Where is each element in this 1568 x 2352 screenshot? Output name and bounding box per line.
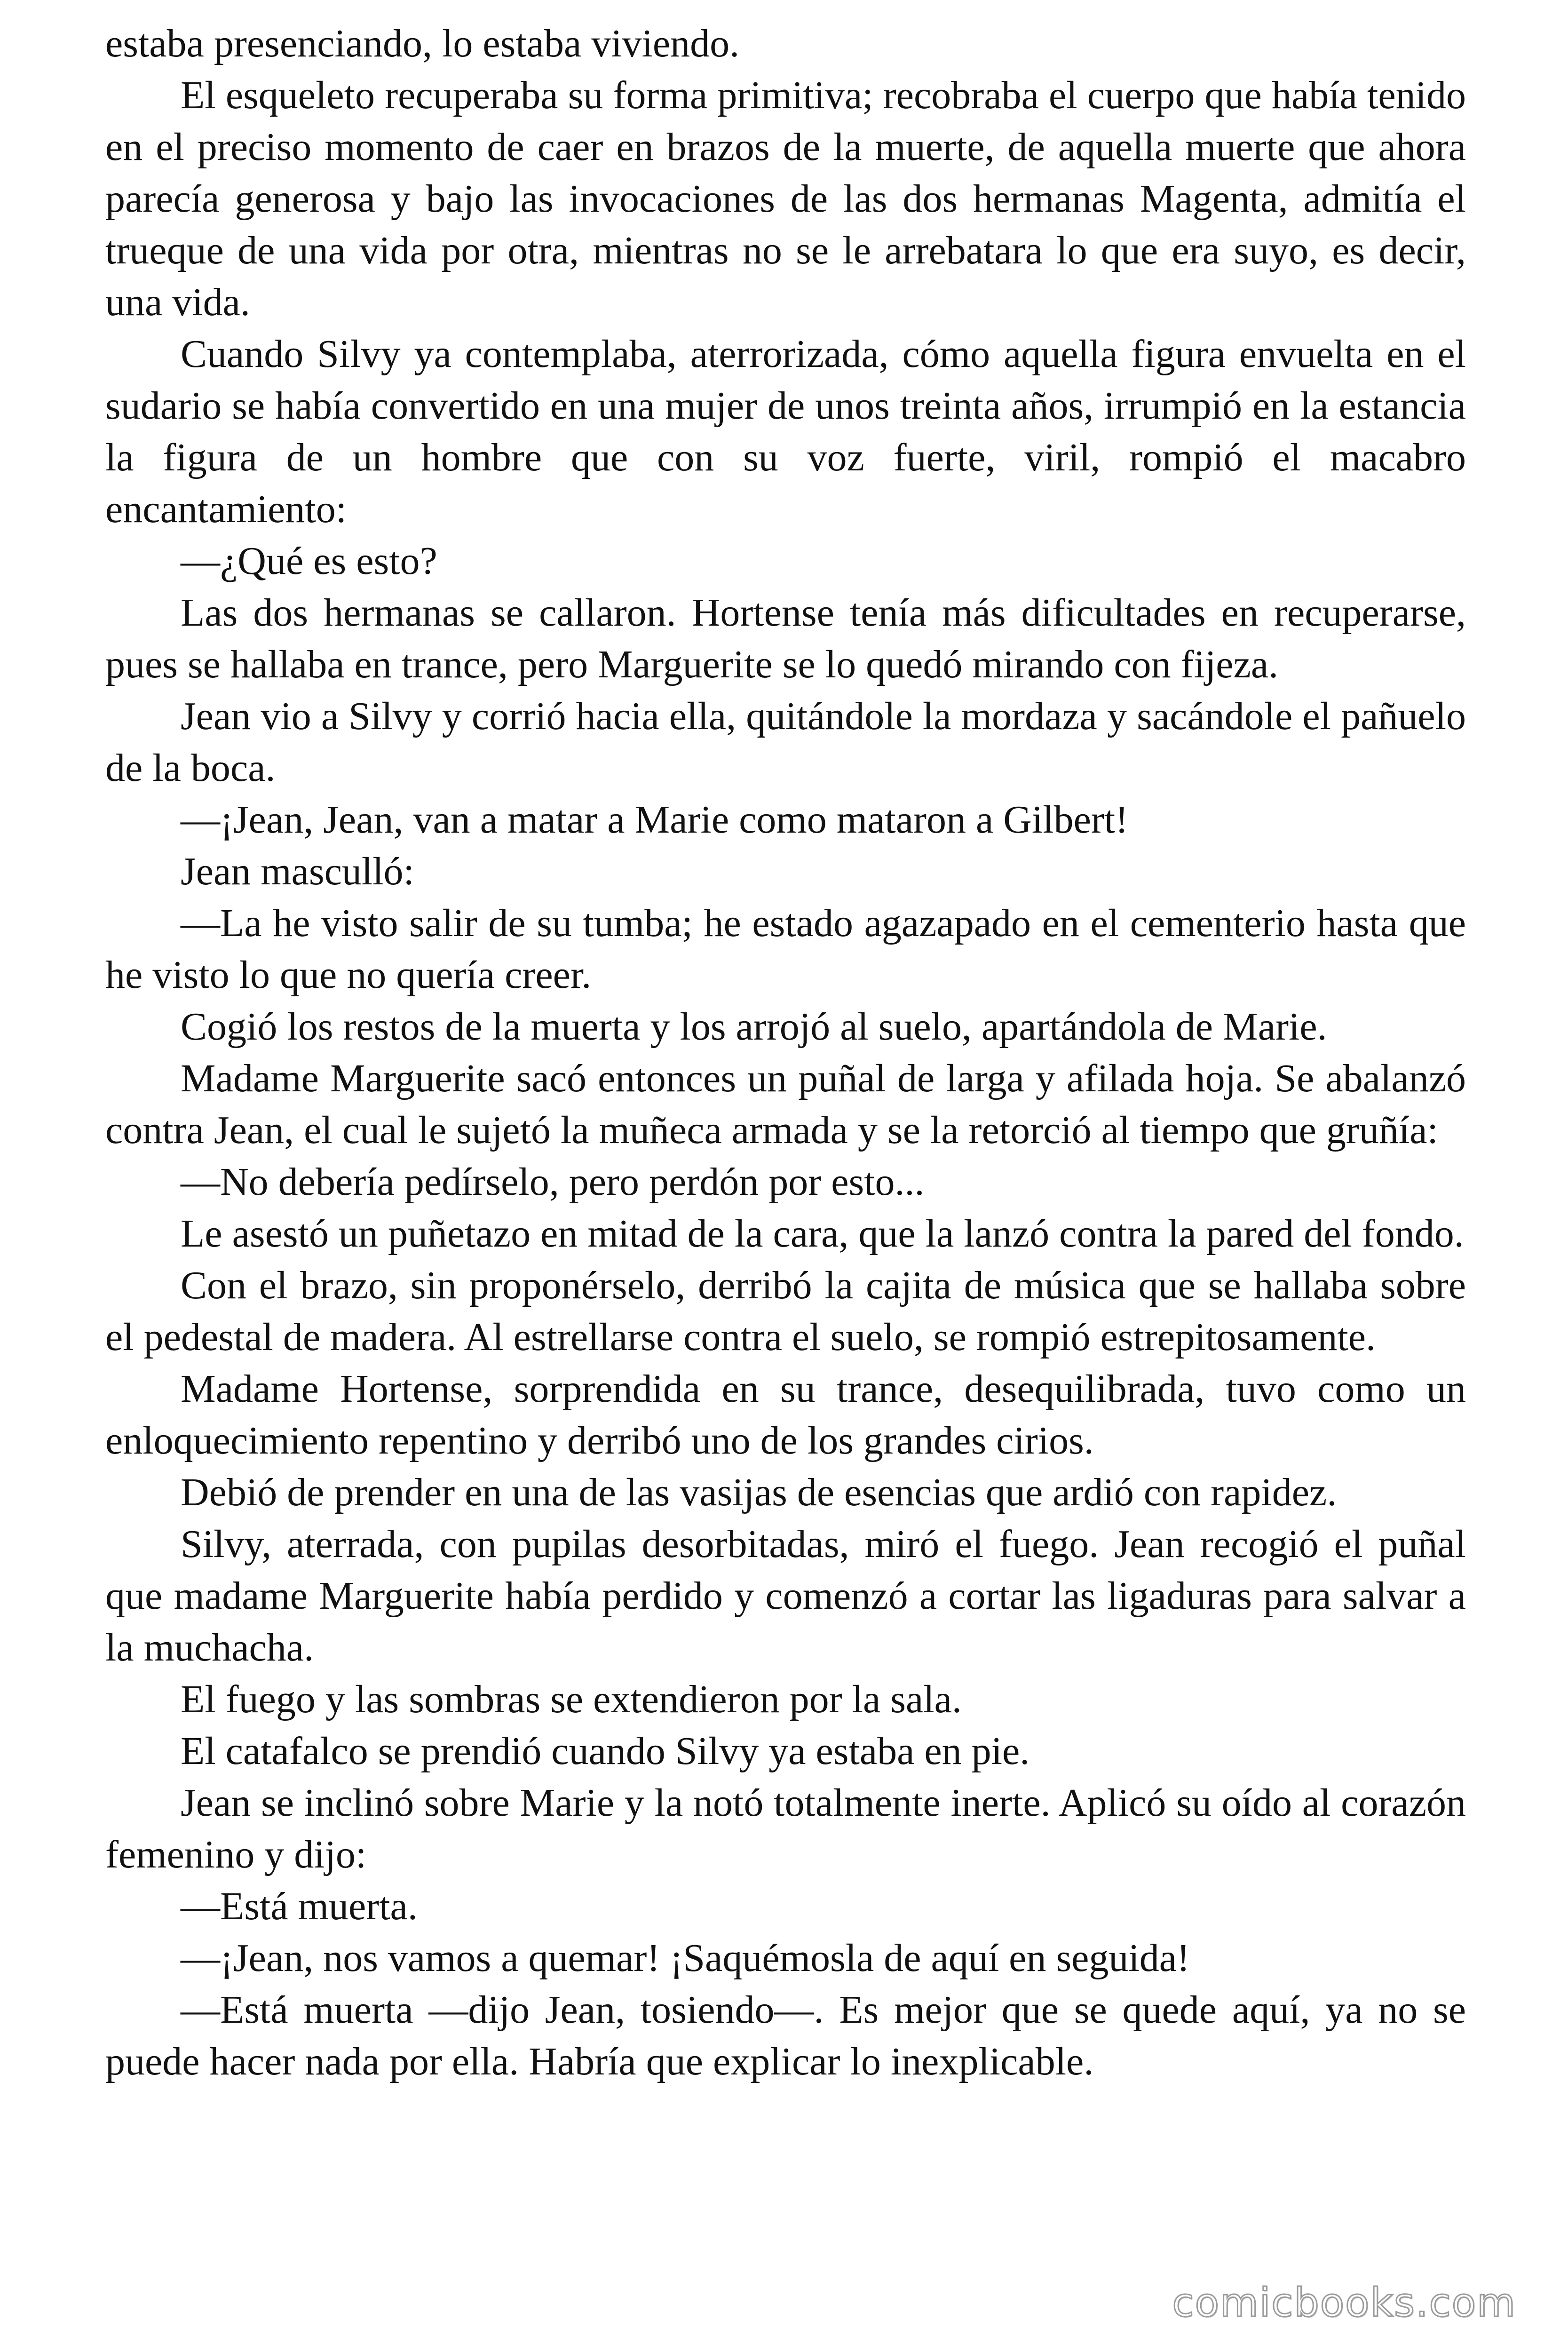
watermark: comicbooks.com [1172,2280,1516,2326]
paragraph-1: estaba presenciando, lo estaba viviendo. [105,22,740,65]
paragraph-23: —Está muerta —dijo Jean, tosiendo—. Es mejor que se quede aquí, ya no se puede hacer nada por ella. Habría que explicar lo inexplicable. [105,1988,1466,2083]
paragraph-16: Debió de prender en una de las vasijas de esencias que ardió con rapidez. [181,1470,1337,1514]
paragraph-7: —¡Jean, Jean, van a matar a Marie como mataron a Gilbert! [181,798,1129,842]
paragraph-4: —¿Qué es esto? [181,539,437,583]
paragraph-8: Jean masculló: [181,850,414,893]
paragraph-9: —La he visto salir de su tumba; he estado agazapado en el cementerio hasta que he visto lo que no quería creer. [105,901,1466,997]
paragraph-17: Silvy, aterrada, con pupilas desorbitadas, miró el fuego. Jean recogió el puñal que madame Marguerite había perdido y comenzó a cortar las ligaduras para salvar a la muchacha. [105,1522,1466,1669]
paragraph-13: Le asestó un puñetazo en mitad de la cara, que la lanzó contra la pared del fondo. [181,1212,1464,1255]
paragraph-22: —¡Jean, nos vamos a quemar! ¡Saquémosla de aquí en seguida! [181,1936,1190,1980]
paragraph-6: Jean vio a Silvy y corrió hacia ella, quitándole la mordaza y sacándole el pañuelo de la boca. [105,694,1466,790]
paragraph-21: —Está muerta. [181,1884,418,1928]
paragraph-18: El fuego y las sombras se extendieron por la sala. [181,1677,962,1721]
paragraph-19: El catafalco se prendió cuando Silvy ya estaba en pie. [181,1729,1030,1773]
paragraph-15: Madame Hortense, sorprendida en su trance, desequilibrada, tuvo como un enloquecimiento repentino y derribó uno de los grandes cirios. [105,1367,1466,1462]
paragraph-3: Cuando Silvy ya contemplaba, aterrorizada, cómo aquella figura envuelta en el sudario se había convertido en una mujer de unos treinta años, irrumpió en la estancia la figura de un hombre que con su voz fuerte, viril, rompió el macabro encantamiento: [105,332,1466,531]
book-page-text [105,18,1466,2088]
paragraph-2: El esqueleto recuperaba su forma primitiva; recobraba el cuerpo que había tenido en el preciso momento de caer en brazos de la muerte, de aquella muerte que ahora parecía generosa y bajo las invocaciones de las dos hermanas Magenta, admitía el trueque de una vida por otra, mientras no se le arrebatara lo que era suyo, es decir, una vida. [105,73,1466,324]
paragraph-14: Con el brazo, sin proponérselo, derribó la cajita de música que se hallaba sobre el pedestal de madera. Al estrellarse contra el suelo, se rompió estrepitosamente. [105,1263,1466,1359]
paragraph-12: —No debería pedírselo, pero perdón por esto... [181,1160,925,1204]
paragraph-10: Cogió los restos de la muerta y los arrojó al suelo, apartándola de Marie. [181,1005,1327,1049]
paragraph-5: Las dos hermanas se callaron. Hortense tenía más dificultades en recuperarse, pues se hallaba en trance, pero Marguerite se lo quedó mirando con fijeza. [105,591,1466,686]
paragraph-11: Madame Marguerite sacó entonces un puñal de larga y afilada hoja. Se abalanzó contra Jean, el cual le sujetó la muñeca armada y se la retorció al tiempo que gruñía: [105,1057,1466,1152]
paragraph-20: Jean se inclinó sobre Marie y la notó totalmente inerte. Aplicó su oído al corazón femenino y dijo: [105,1781,1466,1876]
